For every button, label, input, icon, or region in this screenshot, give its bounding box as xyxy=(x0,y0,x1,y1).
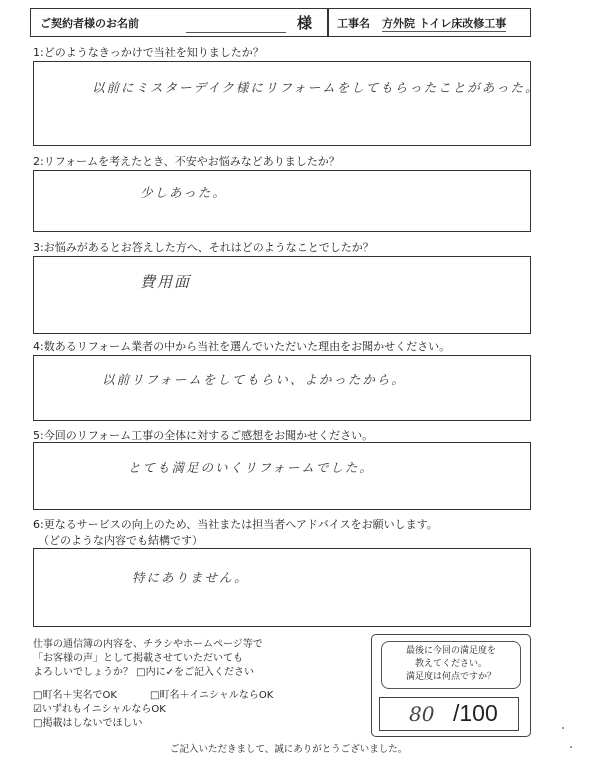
consent-option-4[interactable]: □掲載はしないでほしい xyxy=(33,718,143,729)
question-3-label: 3:お悩みがあるとお答えした方へ、それはどのようなことでしたか？ xyxy=(33,241,374,254)
customer-name-label: ご契約者様のお名前 xyxy=(40,17,139,30)
satisfaction-line-3: 満足度は何点ですか？ xyxy=(405,672,496,682)
answer-3-text: 費用面 xyxy=(140,273,192,291)
footer-thanks: ご記入いただきまして、誠にありがとうございました。 xyxy=(170,744,408,755)
score-value: 80 xyxy=(409,702,435,726)
answer-5-text: とても満足のいくリフォームでした。 xyxy=(128,460,374,475)
question-6-label: 6:更なるサービスの向上のため、当社または担当者へアドバイスをお願いします。 xyxy=(33,518,438,531)
question-4-label: 4:数あるリフォーム業者の中から当社を選んでいただいた理由をお聞かせください。 xyxy=(33,340,451,353)
question-5-label: 5:今回のリフォーム工事の全体に対するご感想をお聞かせください。 xyxy=(33,429,374,442)
scan-speck xyxy=(570,746,572,748)
consent-line-3: よろしいでしょうか？ □内に✓をご記入ください xyxy=(33,667,255,678)
project-label: 工事名 xyxy=(337,17,370,30)
sama-label: 様 xyxy=(297,14,313,32)
project-name: 方外院 トイレ床改修工事 xyxy=(382,17,507,30)
answer-2-text: 少しあった。 xyxy=(140,185,227,200)
consent-option-3[interactable]: ☑いずれもイニシャルならOK xyxy=(33,704,166,715)
answer-6-text: 特にありません。 xyxy=(132,570,249,585)
answer-6-box xyxy=(33,548,531,627)
answer-3-box xyxy=(33,256,531,334)
consent-option-1[interactable]: □町名＋実名でOK xyxy=(33,690,117,701)
answer-1-box xyxy=(33,61,531,146)
answer-4-text: 以前リフォームをしてもらい、よかったから。 xyxy=(102,372,406,387)
score-max: /100 xyxy=(453,700,498,726)
consent-line-2: 「お客様の声」として掲載させていただいても xyxy=(33,653,243,664)
customer-name-line xyxy=(186,32,286,33)
consent-line-1: 仕事の通信簿の内容を、チラシやホームページ等で xyxy=(33,639,263,650)
scan-speck xyxy=(562,727,564,729)
answer-4-box xyxy=(33,355,531,421)
answer-1-text: 以前にミスターデイク様にリフォームをしてもらったことがあった。 xyxy=(92,80,540,95)
consent-option-2[interactable]: □町名＋イニシャルならOK xyxy=(150,690,274,701)
question-1-label: 1:どのようなきっかけで当社を知りましたか？ xyxy=(33,46,264,59)
question-6-sublabel: （どのような内容でも結構です） xyxy=(38,534,203,547)
question-2-label: 2:リフォームを考えたとき、不安やお悩みなどありましたか？ xyxy=(33,155,340,168)
satisfaction-line-1: 最後に今回の満足度を xyxy=(405,646,496,656)
satisfaction-line-2: 教えてください。 xyxy=(414,659,487,669)
score-box xyxy=(379,697,519,731)
answer-5-box xyxy=(33,442,531,510)
satisfaction-prompt xyxy=(381,641,521,689)
answer-2-box xyxy=(33,170,531,232)
